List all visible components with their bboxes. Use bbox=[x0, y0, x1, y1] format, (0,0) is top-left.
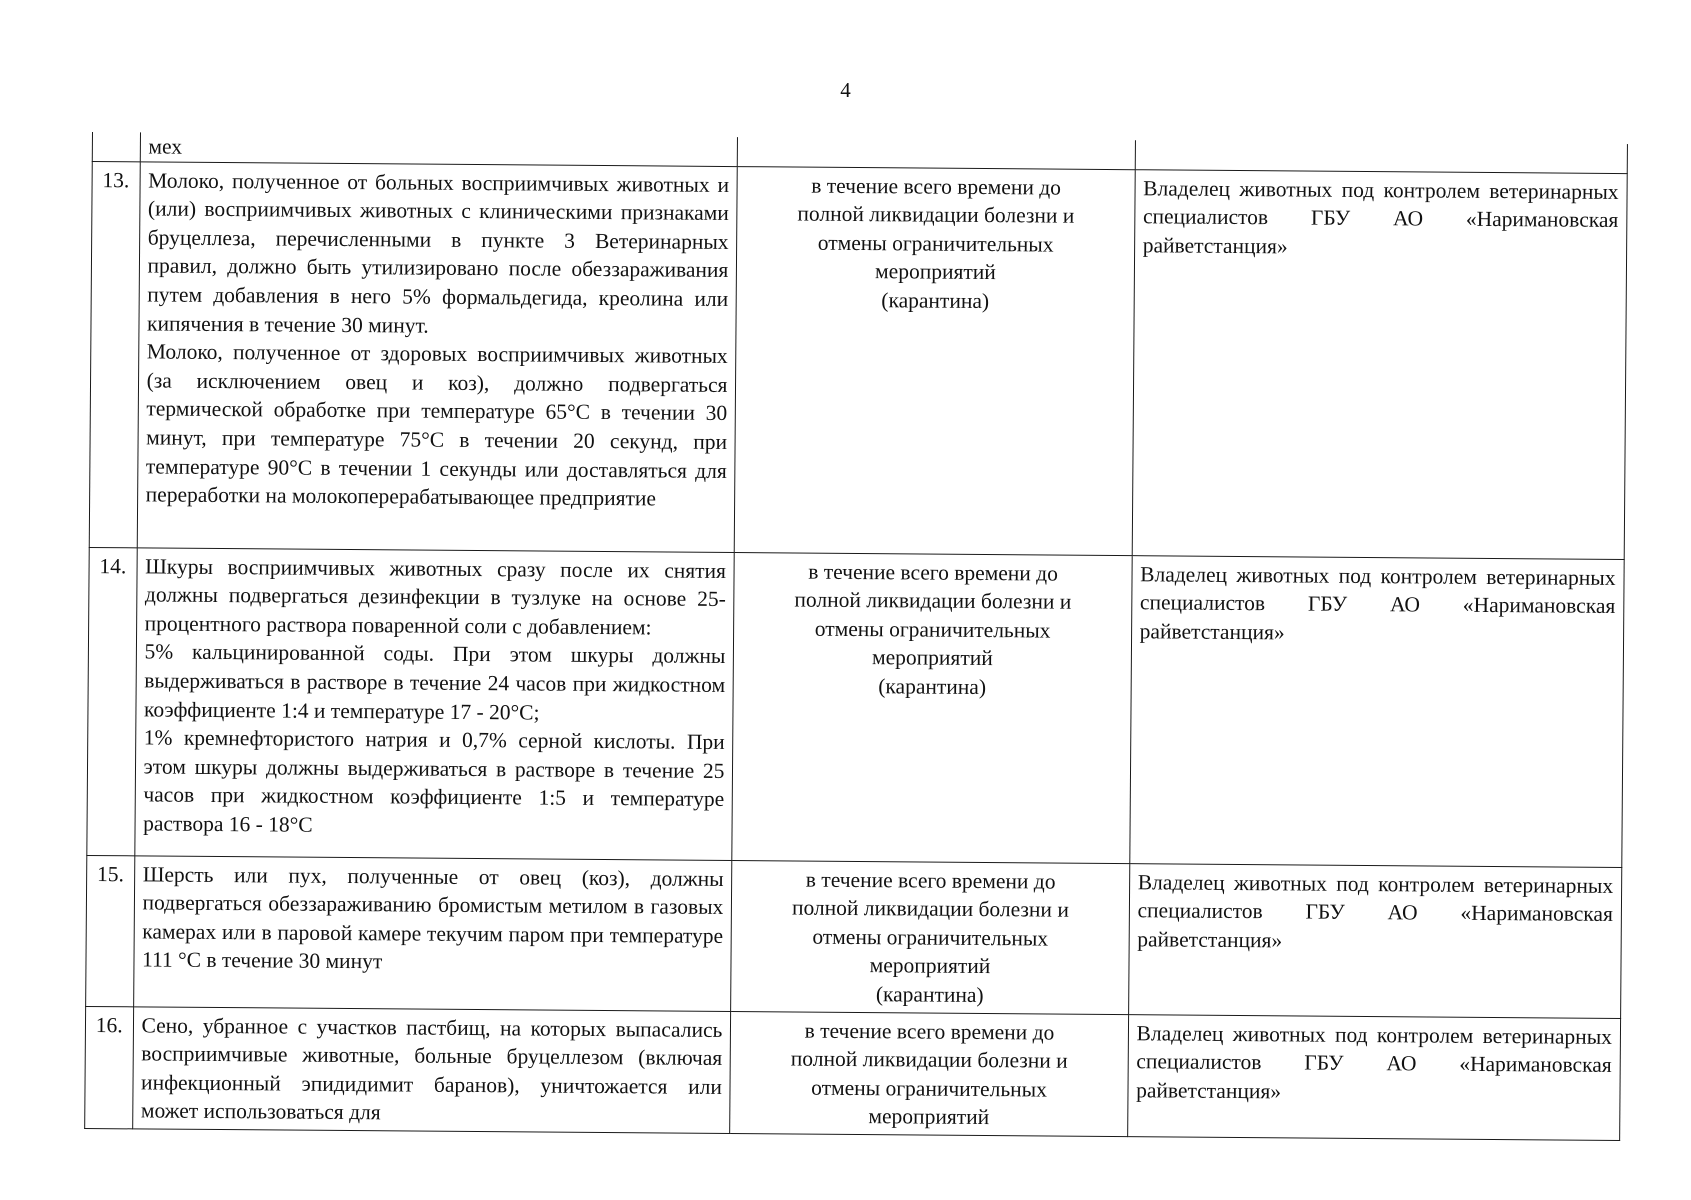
term-cell bbox=[730, 1011, 1128, 1136]
action-paragraph: Сено, убранное с участков пастбищ, на которых выпасались восприимчивые животные, больные бруцеллезом (включая инфекционный эпидидимит баранов), уничтожается или может использоваться для bbox=[140, 1012, 723, 1125]
term-line: (карантина) bbox=[875, 982, 984, 1007]
action-cell bbox=[133, 855, 732, 1011]
term-line: в течение всего времени до bbox=[804, 1018, 1055, 1045]
term-cell bbox=[735, 166, 1135, 555]
term-line: в течение всего времени до bbox=[808, 559, 1059, 586]
row-number: 16. bbox=[85, 1006, 134, 1129]
term-line: в течение всего времени до bbox=[811, 173, 1062, 200]
term-line: отмены ограничительных bbox=[811, 1075, 1047, 1102]
table-row bbox=[89, 161, 1627, 559]
row-number: 14. bbox=[87, 547, 137, 855]
page-number: 4 bbox=[840, 78, 851, 102]
term-cell bbox=[738, 137, 1135, 169]
responsible-cell: Владелец животных под контролем ветеринарных специалистов ГБУ АО «Наримановская райветстанция» bbox=[1132, 169, 1627, 559]
term-cell bbox=[731, 860, 1129, 1014]
responsible-cell: Владелец животных под контролем ветеринарных специалистов ГБУ АО «Наримановская райветстанция» bbox=[1129, 555, 1624, 867]
term-line: полной ликвидации болезни и bbox=[797, 201, 1075, 228]
term-line: полной ликвидации болезни и bbox=[791, 895, 1069, 922]
row-number: 15. bbox=[86, 855, 135, 1006]
table-row bbox=[85, 1006, 1621, 1140]
term-line: мероприятий bbox=[868, 1104, 990, 1130]
measures-table bbox=[84, 132, 1628, 1141]
responsible-cell: Владелец животных под контролем ветеринарных специалистов ГБУ АО «Наримановская райветстанция» bbox=[1128, 863, 1622, 1018]
term-line: отмены ограничительных bbox=[814, 616, 1051, 643]
term-line: отмены ограничительных bbox=[817, 230, 1054, 257]
term-line: мероприятий bbox=[871, 645, 993, 671]
action-paragraph: 1% кремнефтористого натрия и 0,7% серной кислоты. При этом шкуры должны выдерживаться в растворе в течение 25 часов при жидкостном коэффициенте 1:5 и температуре раствора 16 - 18°С bbox=[143, 725, 725, 837]
row-number-cell bbox=[92, 132, 140, 161]
term-line: мероприятий bbox=[875, 259, 996, 285]
action-cell bbox=[134, 547, 734, 860]
action-paragraph: 5% кальцинированной соды. При этом шкуры должны выдерживаться в растворе в течение 24 часов при жидкостном коэффициенте 1:4 и температуре 17 - 20°С; bbox=[143, 639, 726, 725]
action-paragraph: Молоко, полученное от больных восприимчивых животных и (или) восприимчивых животных с клиническими признаками бруцеллеза, перечисленными в пункте 3 Ветеринарных правил, должно быть утилизировано после обеззараживания путем добавления в него 5% формальдегида, креолина или кипячения в течение 30 минут. bbox=[146, 168, 730, 338]
action-paragraph: Шкуры восприимчивых животных сразу после их снятия должны подвергаться дезинфекции в тузлуке на основе 25-процентного раствора поваренной соли с добавлением: bbox=[144, 554, 727, 640]
action-paragraph: Шерсть или пух, полученные от овец (коз), должны подвергаться обеззараживанию бромистым метилом в газовых камерах или в паровой камере текучим паром при температуре 111 °С в течение 30 минут bbox=[141, 862, 724, 974]
term-line: полной ликвидации болезни и bbox=[794, 587, 1072, 614]
term-line: в течение всего времени до bbox=[805, 867, 1056, 894]
action-cell bbox=[137, 161, 738, 552]
term-cell bbox=[732, 552, 1132, 863]
term-line: (карантина) bbox=[878, 674, 987, 700]
action-cell bbox=[132, 1006, 731, 1133]
term-line: (карантина) bbox=[881, 288, 990, 314]
term-line: отмены ограничительных bbox=[812, 924, 1049, 951]
action-cell bbox=[140, 132, 738, 166]
table-row bbox=[87, 547, 1624, 867]
responsible-cell: Владелец животных под контролем ветеринарных специалистов ГБУ АО «Наримановская райветстанция» bbox=[1127, 1014, 1620, 1140]
action-paragraph: Молоко, полученное от здоровых восприимчивых животных (за исключением овец и коз), должно подвергаться термической обработке при температуре 65°С в течении 30 минут, при температуре 75°С в течении 20 секунд, при температуре 90°С в течении 1 секунды или доставляться для переработки на молокоперерабатывающее предприятие bbox=[145, 339, 728, 511]
term-line: мероприятий bbox=[869, 953, 991, 979]
responsible-cell bbox=[1135, 140, 1628, 173]
continued-text: мех bbox=[148, 134, 183, 159]
term-line: полной ликвидации болезни и bbox=[790, 1046, 1068, 1073]
row-number: 13. bbox=[89, 161, 140, 547]
table-row bbox=[86, 855, 1622, 1018]
